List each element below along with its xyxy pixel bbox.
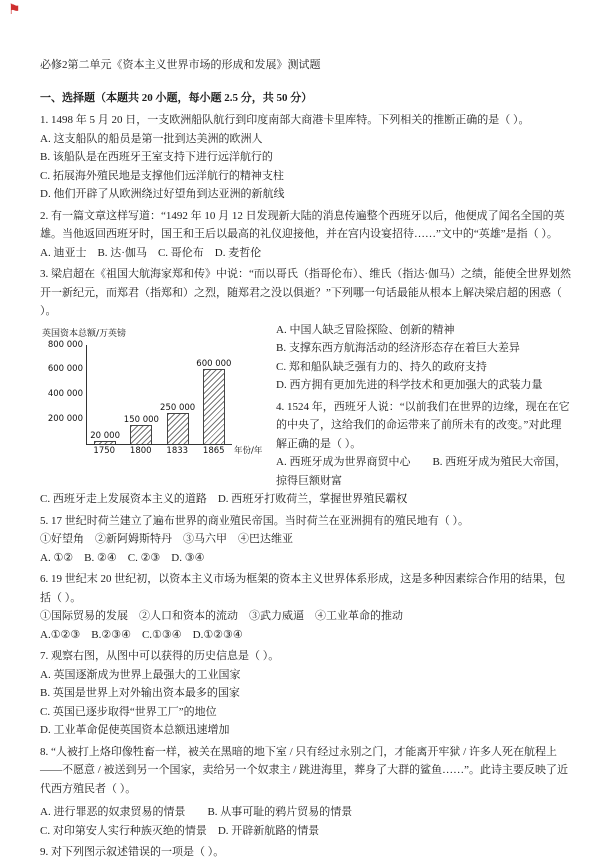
document-title: 必修2第二单元《资本主义世界市场的形成和发展》测试题 <box>40 59 321 71</box>
q4-options-cd: C. 西班牙走上发展资本主义的道路 D. 西班牙打败荷兰，掌握世界殖民霸权 <box>40 493 408 505</box>
bar-column-1750 <box>87 430 123 444</box>
q3-option-b: B. 支撑东西方航海活动的经济形态存在着巨大差异 <box>276 342 520 354</box>
chart-x-axis-unit: 年份/年 <box>234 445 263 456</box>
question-7 <box>40 647 572 740</box>
q7-option-b: B. 英国是世界上对外输出资本最多的国家 <box>40 687 240 699</box>
british-capital-bar-chart <box>40 325 268 483</box>
q4-options-ab: A. 西班牙成为世界商贸中心 B. 西班牙成为殖民大帝国，掠得巨额财富 <box>276 456 567 487</box>
bar <box>196 358 232 444</box>
x-tick-label: 1750 <box>93 445 116 456</box>
chart-xaxis-row <box>86 445 263 458</box>
x-tick-label: 1833 <box>166 445 189 456</box>
bar-value-label: 600 000 <box>196 358 232 369</box>
question-6 <box>40 570 572 644</box>
q3-option-c: C. 郑和船队缺乏强有力的、持久的政府支持 <box>276 360 487 373</box>
q7-stem: 7. 观察右图，从图中可以获得的历史信息是（ ）。 <box>40 650 280 662</box>
bar <box>160 402 196 444</box>
q6-items: ①国际贸易的发展 ②人口和资本的流动 ③武力威逼 ④工业革命的推动 <box>40 610 403 622</box>
q5-options: A. ①② B. ②④ C. ②③ D. ③④ <box>40 551 205 564</box>
bar-value-label: 150 000 <box>123 414 159 425</box>
q1-option-b: B. 该船队是在西班牙王室支持下进行远洋航行的 <box>40 151 273 163</box>
q7-option-c: C. 英国已逐步取得“世界工厂”的地位 <box>40 705 217 718</box>
chart-plot <box>47 339 232 445</box>
q8-stem: 8. “人被打上烙印像牲畜一样，被关在黑暗的地下室 / 只有经过永别之门，才能离开牢狱 / 许多人死在航程上——不愿意 / 被送到另一个国家，卖给另一个奴隶主 / 跳进海里，葬身了大群的鲨鱼……”。此诗主要反映了近代西方殖民者（ ）。 <box>40 745 568 795</box>
question-8 <box>40 743 572 841</box>
bar-value-label: 20 000 <box>90 430 120 441</box>
q7-option-a: A. 英国逐渐成为世界上最强大的工业国家 <box>40 668 241 681</box>
y-tick-label: 600 000 <box>47 364 83 375</box>
question-9 <box>40 843 572 862</box>
bar <box>90 430 120 444</box>
q4-stem: 4. 1524 年，西班牙人说：“以前我们在世界的边缘，现在在它的中央了，这给我们的命运带来了前所未有的改变。”对此理解正确的是（ ）。 <box>276 400 570 450</box>
question-5 <box>40 512 572 568</box>
chart-title: 英国资本总额/万英镑 <box>42 328 127 339</box>
q1-option-d: D. 他们开辟了从欧洲绕过好望角到达亚洲的新航线 <box>40 188 285 200</box>
q1-option-c: C. 拓展海外殖民地是支撑他们远洋航行的精神支柱 <box>40 169 284 182</box>
bar-column-1833 <box>160 402 196 444</box>
q3-option-a: A. 中国人缺乏冒险探险、创新的精神 <box>276 323 455 336</box>
flag-icon: ⚑ <box>8 3 21 18</box>
x-tick-label: 1865 <box>202 445 225 456</box>
y-tick-label: 400 000 <box>47 389 83 399</box>
bar-column-1865 <box>196 358 232 444</box>
q5-items: ①好望角 ②新阿姆斯特丹 ③马六甲 ④巴达维亚 <box>40 533 293 545</box>
q8-options-ab: A. 进行罪恶的奴隶贸易的情景 B. 从事可耻的鸦片贸易的情景 <box>40 806 353 818</box>
question-1 <box>40 111 572 204</box>
bar-value-label: 250 000 <box>160 402 196 413</box>
q6-stem: 6. 19 世纪末 20 世纪初，以资本主义市场为框架的资本主义世界体系形成，这是多种因素综合作用的结果，包括（ ）。 <box>40 573 566 604</box>
q5-stem: 5. 17 世纪时荷兰建立了遍布世界的商业殖民帝国。当时荷兰在亚洲拥有的殖民地有（ ）。 <box>40 514 469 527</box>
q3-option-d: D. 西方拥有更加先进的科学技术和更加强大的武装力量 <box>276 379 543 391</box>
y-tick-label: 800 000 <box>47 339 83 350</box>
q8-options-cd: C. 对印第安人实行种族灭绝的情景 D. 开辟新航路的情景 <box>40 824 320 837</box>
x-tick-label: 1800 <box>129 445 152 456</box>
q2-stem: 2. 有一篇文章这样写道：“1492 年 10 月 12 日发现新大陆的消息传遍整个西班牙以后，他便成了闻名全国的英雄。当他返回西班牙时，国王和王后以最高的礼仪迎接他，并在宫内设宴招待……”文中的“英雄”是指（ ）。 <box>40 209 565 240</box>
q7-option-d: D. 工业革命促使英国资本总额迅速增加 <box>40 724 230 736</box>
question-2 <box>40 207 572 263</box>
bar-column-1800 <box>123 414 159 444</box>
q9-stem: 9. 对下列图示叙述错误的一项是（ ）。 <box>40 846 225 858</box>
q1-stem: 1. 1498 年 5 月 20 日，一支欧洲船队航行到印度南部大商港卡里库特。下列相关的推断正确的是（ ）。 <box>40 114 530 126</box>
q3-stem: 3. 梁启超在《祖国大航海家郑和传》中说：“而以哥氏（指哥伦布）、维氏（指达·伽马）之绩，能使全世界划然开一新纪元，而郑君（指郑和）之烈，随郑君之没以俱逝？”下列哪一句话最能从根本上解决梁启超的困惑（ ）。 <box>40 268 572 317</box>
y-tick-label: 200 000 <box>47 413 83 424</box>
q1-option-a: A. 这支船队的船员是第一批到达美洲的欧洲人 <box>40 132 263 145</box>
section-heading: 一、选择题（本题共 20 小题，每小题 2.5 分，共 50 分） <box>40 91 313 104</box>
q2-options: A. 迪亚士 B. 达·伽马 C. 哥伦布 D. 麦哲伦 <box>40 246 262 259</box>
q6-options: A.①②③ B.②③④ C.①③④ D.①②③④ <box>40 628 243 641</box>
bar <box>123 414 159 444</box>
